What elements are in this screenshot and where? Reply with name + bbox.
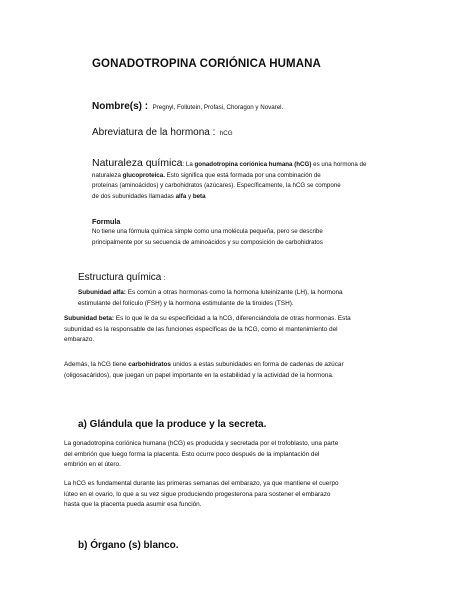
- estructura-heading: [78, 267, 165, 285]
- formula-label: Formula: [92, 217, 121, 226]
- glucoproteica-bold: glucoproteica.: [122, 171, 165, 179]
- naturaleza-text: Esto significa que está formada por una combinación de: [164, 171, 321, 179]
- ademas-text: Además, la hCG tiene: [64, 361, 129, 368]
- naturaleza-text: proteínas (aminoácidos) y carbohidratos (azúcares). Específicamente, la hCG se compone: [92, 182, 341, 190]
- abreviatura-label: Abreviatura de la hormona :: [92, 127, 216, 138]
- formula-text: principalmente por su secuencia de aminoácidos y su composición de carbohidratos: [92, 238, 323, 246]
- alfa-bold: alfa: [175, 192, 187, 200]
- ademas-text: unidos a estas subunidades en forma de cadenas de azúcar: [170, 361, 344, 368]
- seccion-a-text: hasta que la placenta pueda asumir esa función.: [64, 501, 202, 509]
- subunidad-beta-block: [64, 314, 414, 346]
- seccion-a-text: del embrión que luego forma la placenta. Esto ocurre poco después de la implantación del: [64, 450, 320, 458]
- nombres-value: Pregnyl, Follutein, Profasi, Choragon y Novarel.: [152, 104, 284, 111]
- ademas-text: (oligosacáridos), que juegan un papel importante en la estabilidad y la actividad de la hormona.: [64, 371, 334, 379]
- subunidad-alfa-text: estimulante del folículo (FSH) y la hormona estimulante de la tiroides (TSH).: [78, 299, 294, 307]
- naturaleza-hcg-bold: gonadotropina coriónica humana (hCG): [194, 161, 312, 168]
- subunidad-beta-text: Es lo que le da su especificidad a la hCG, diferenciándola de otras hormonas. Esta: [114, 315, 351, 322]
- abreviatura-value: hCG: [219, 130, 233, 137]
- subunidad-alfa-label: Subunidad alfa:: [78, 289, 126, 296]
- subunidad-alfa-text: Es común a otras hormonas como la hormona luteinizante (LH), la hormona: [125, 289, 343, 296]
- seccion-a-text: embrión en el útero.: [64, 461, 121, 469]
- seccion-a-heading: a) Glándula que la produce y la secreta.: [78, 419, 267, 430]
- seccion-b-heading: b) Órgano (s) blanco.: [78, 540, 179, 551]
- beta-bold: beta: [192, 192, 206, 200]
- subunidad-beta-text: embarazo.: [64, 336, 95, 344]
- nombres-label: Nombre(s) :: [92, 101, 149, 112]
- seccion-a-p1: [64, 439, 414, 471]
- naturaleza-text: : La: [182, 161, 195, 168]
- naturaleza-text: de dos subunidades llamadas: [92, 192, 176, 200]
- naturaleza-block: [92, 155, 422, 202]
- estructura-colon: :: [161, 275, 166, 282]
- carbohidratos-bold: carbohidratos: [128, 361, 171, 368]
- abreviatura-line: [92, 122, 233, 140]
- naturaleza-text: y: [186, 192, 193, 200]
- seccion-a-p2: [64, 479, 414, 511]
- ademas-block: [64, 360, 414, 381]
- naturaleza-text: es una hormona de: [311, 161, 367, 168]
- document-title: GONADOTROPINA CORIÓNICA HUMANA: [92, 58, 321, 70]
- seccion-a-text: La gonadotropina coriónica humana (hCG) es producida y secretada por el trofoblasto, una parte: [64, 440, 339, 447]
- estructura-label: Estructura química: [78, 272, 162, 283]
- subunidad-beta-text: subunidad es la responsable de las funciones específicas de la hCG, como el mantenimiento del: [64, 325, 338, 333]
- seccion-a-text: lúteo en el ovario, lo que a su vez sigue produciendo progesterona para sostener el embarazo: [64, 490, 331, 498]
- naturaleza-text: naturaleza: [92, 171, 123, 179]
- subunidad-beta-label: Subunidad beta:: [64, 315, 115, 322]
- formula-text: No tiene una fórmula química simple como una molécula pequeña, pero se describe: [92, 228, 323, 235]
- subunidad-alfa-block: [78, 288, 408, 309]
- naturaleza-label: Naturaleza química: [92, 157, 183, 169]
- nombres-line: [92, 96, 283, 114]
- seccion-a-text: La hCG es fundamental durante las primeras semanas del embarazo, ya que mantiene el cuerpo: [64, 480, 339, 487]
- formula-block: [92, 216, 422, 248]
